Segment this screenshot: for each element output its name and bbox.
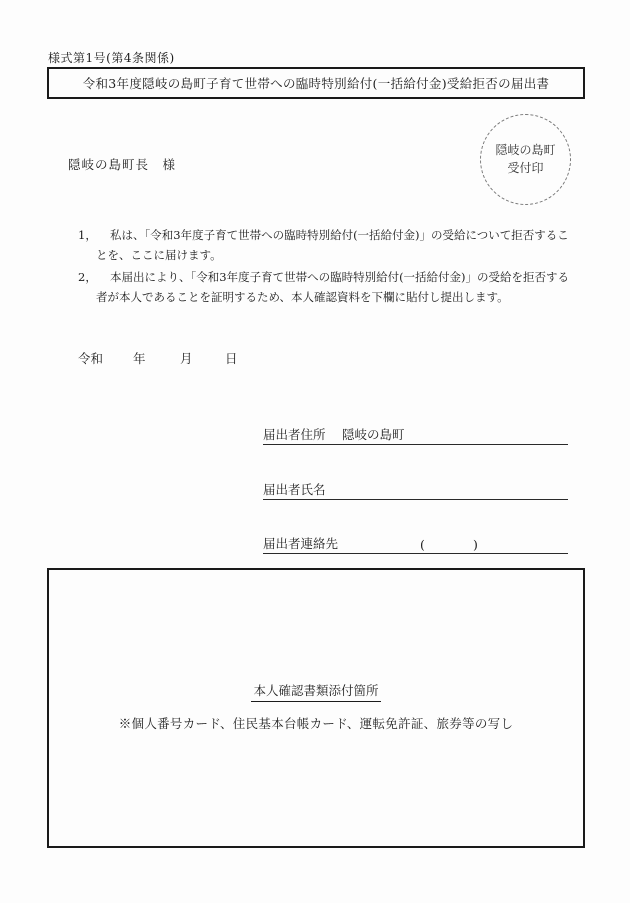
item-1-text-line1: 私は、「令和3年度子育て世帯への臨時特別給付(一括給付金)」の受給について拒否するこ	[110, 228, 569, 242]
applicant-name-field	[263, 482, 568, 500]
reception-stamp-area	[480, 114, 571, 205]
date-year-label: 年	[133, 351, 146, 366]
applicant-address-value: 隠岐の島町	[342, 427, 405, 442]
attachment-box-note: ※個人番号カード、住民基本台帳カード、運転免許証、旅券等の写し	[118, 716, 514, 731]
contact-paren-close: )	[473, 537, 478, 552]
declaration-item-2	[78, 267, 598, 307]
stamp-text-line2: 受付印	[507, 160, 544, 175]
date-era-label: 令和	[78, 351, 104, 366]
date-day-label: 日	[225, 351, 238, 366]
document-title: 令和3年度隠岐の島町子育て世帯への臨時特別給付(一括給付金)受給拒否の届出書	[82, 76, 550, 91]
item-2-text-line2: 者が本人であることを証明するため、本人確認資料を下欄に貼付し提出します。	[96, 290, 509, 304]
declaration-item-1	[78, 225, 598, 265]
document-title-box	[47, 67, 585, 99]
item-1-number: 1，	[78, 228, 97, 242]
item-1-text-line2: とを、ここに届けます。	[96, 248, 222, 262]
contact-paren-open: (	[420, 537, 425, 552]
applicant-address-field	[263, 427, 568, 445]
date-line	[78, 349, 278, 365]
form-number-label: 様式第1号(第4条関係)	[48, 51, 175, 65]
id-document-attachment-box	[47, 568, 585, 848]
addressee-line: 隠岐の島町長 様	[68, 157, 177, 172]
applicant-name-label: 届出者氏名	[263, 482, 326, 497]
item-2-text-line1: 本届出により、「令和3年度子育て世帯への臨時特別給付(一括給付金)」の受給を拒否する	[110, 270, 570, 284]
applicant-contact-label: 届出者連絡先	[263, 536, 339, 551]
stamp-text-line1: 隠岐の島町	[495, 143, 556, 158]
item-2-number: 2，	[78, 270, 97, 284]
applicant-address-label: 届出者住所	[263, 427, 326, 442]
date-month-label: 月	[180, 351, 193, 366]
attachment-box-title: 本人確認書類添付箇所	[49, 681, 583, 702]
applicant-contact-field	[263, 536, 568, 554]
